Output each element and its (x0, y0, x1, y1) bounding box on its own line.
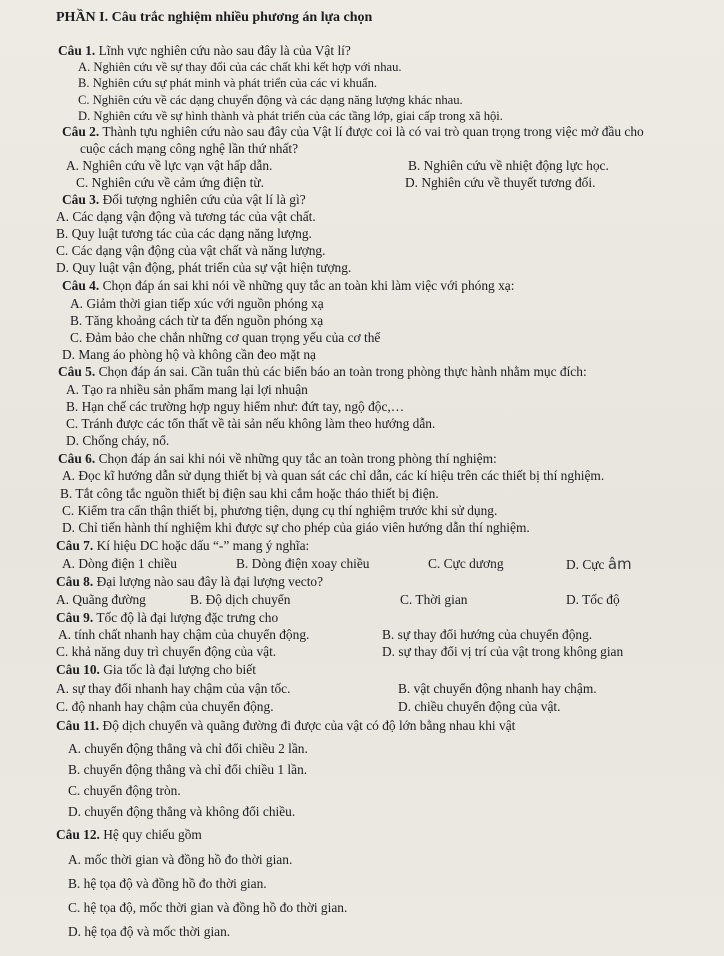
q5-option-a: A. Tạo ra nhiều sản phẩm mang lại lợi nhuận (66, 382, 308, 397)
q11-option-a: A. chuyển động thẳng và chỉ đổi chiều 2 lần. (68, 741, 308, 756)
q4-option-c: C. Đảm bảo che chắn những cơ quan trọng yếu của cơ thể (70, 330, 381, 345)
question-12-label: Câu 12. (56, 827, 100, 842)
q5-option-b: B. Hạn chế các trường hợp nguy hiểm như: đứt tay, ngộ độc,… (66, 399, 405, 414)
q7-option-c: C. Cực dương (428, 556, 504, 571)
q12-option-a: A. mốc thời gian và đồng hồ đo thời gian. (68, 852, 293, 867)
question-4-label: Câu 4. (62, 278, 100, 293)
q1-option-c: C. Nghiên cứu về các dạng chuyển động và các dạng năng lượng khác nhau. (78, 93, 463, 107)
q8-option-a: A. Quãng đường (56, 592, 146, 607)
question-2-text-line1: Thành tựu nghiên cứu nào sau đây của Vật lí được coi là có vai trò quan trọng trong việc mở đầu cho (102, 124, 644, 139)
q11-option-b: B. chuyển động thẳng và chỉ đổi chiều 1 lần. (68, 762, 308, 777)
q11-option-c: C. chuyển động tròn. (68, 783, 181, 798)
question-5-label: Câu 5. (58, 364, 96, 379)
question-6-stem (58, 451, 497, 467)
question-3-text: Đối tượng nghiên cứu của vật lí là gì? (102, 192, 306, 207)
q4-option-d: D. Mang áo phòng hộ và không cần đeo mặt nạ (62, 347, 316, 362)
q9-option-c: C. khả năng duy trì chuyển động của vật. (56, 644, 277, 659)
question-1-stem (58, 43, 351, 59)
section-heading: PHẦN I. Câu trắc nghiệm nhiều phương án lựa chọn (56, 10, 373, 25)
q8-option-c: C. Thời gian (400, 592, 468, 607)
question-8-label: Câu 8. (56, 574, 94, 589)
question-1-label: Câu 1. (58, 43, 96, 58)
question-3-stem (62, 192, 306, 208)
q10-option-c: C. độ nhanh hay chậm của chuyển động. (56, 699, 274, 714)
question-2-text-line2: cuộc cách mạng công nghệ lần thứ nhất? (80, 141, 299, 156)
q7-option-b: B. Dòng điện xoay chiều (236, 556, 370, 571)
q1-option-b: B. Nghiên cứu sự phát minh và phát triển của các vi khuẩn. (78, 76, 378, 90)
question-9-label: Câu 9. (56, 610, 94, 625)
q7-option-d (566, 556, 632, 573)
q12-option-c: C. hệ tọa độ, mốc thời gian và đồng hồ đo thời gian. (68, 900, 348, 915)
question-2-label: Câu 2. (62, 124, 100, 139)
question-1-text: Lĩnh vực nghiên cứu nào sau đây là của Vật lí? (98, 43, 351, 58)
question-11-label: Câu 11. (56, 718, 100, 733)
question-6-text: Chọn đáp án sai khi nói về những quy tắc an toàn trong phòng thí nghiệm: (98, 451, 497, 466)
question-12-stem (56, 827, 202, 843)
q3-option-a: A. Các dạng vận động và tương tác của vật chất. (56, 209, 316, 224)
question-11-text: Độ dịch chuyển và quãng đường đi được của vật có độ lớn bằng nhau khi vật (102, 718, 516, 733)
q2-option-b: B. Nghiên cứu về nhiệt động lực học. (408, 158, 609, 173)
q2-option-c: C. Nghiên cứu về cảm ứng điện từ. (76, 175, 264, 190)
q3-option-d: D. Quy luật vận động, phát triển của sự vật hiện tượng. (56, 260, 352, 275)
q12-option-d: D. hệ tọa độ và mốc thời gian. (68, 924, 231, 939)
q6-option-c: C. Kiểm tra cẩn thận thiết bị, phương tiện, dụng cụ thí nghiệm trước khi sử dụng. (62, 503, 498, 518)
question-6-label: Câu 6. (58, 451, 96, 466)
question-10-label: Câu 10. (56, 662, 100, 677)
q12-option-b: B. hệ tọa độ và đồng hồ đo thời gian. (68, 876, 267, 891)
q4-option-a: A. Giảm thời gian tiếp xúc với nguồn phóng xạ (70, 296, 324, 311)
q3-option-c: C. Các dạng vận động của vật chất và năng lượng. (56, 243, 326, 258)
question-5-text: Chọn đáp án sai. Cần tuân thủ các biển báo an toàn trong phòng thực hành nhằm mục đích: (98, 364, 587, 379)
q2-option-a: A. Nghiên cứu về lực vạn vật hấp dẫn. (66, 158, 273, 173)
question-7-text: Kí hiệu DC hoặc dấu “-” mang ý nghĩa: (96, 538, 310, 553)
question-11-stem (56, 718, 515, 734)
question-3-label: Câu 3. (62, 192, 100, 207)
question-4-stem (62, 278, 514, 294)
q5-option-d: D. Chống cháy, nổ. (66, 433, 170, 448)
q1-option-d: D. Nghiên cứu về sự hình thành và phát triển của các tầng lớp, giai cấp trong xã hội. (78, 109, 503, 123)
question-12-text: Hệ quy chiếu gồm (103, 827, 202, 842)
q10-option-a: A. sự thay đổi nhanh hay chậm của vận tốc. (56, 681, 291, 696)
q8-option-b: B. Độ dịch chuyển (190, 592, 291, 607)
q5-option-c: C. Tránh được các tổn thất về tài sản nếu không làm theo hướng dẫn. (66, 416, 436, 431)
q4-option-b: B. Tăng khoảng cách từ ta đến nguồn phóng xạ (70, 313, 324, 328)
q3-option-b: B. Quy luật tương tác của các dạng năng lượng. (56, 226, 312, 241)
q10-option-d: D. chiều chuyển động của vật. (398, 699, 561, 714)
q1-option-a: A. Nghiên cứu về sự thay đổi của các chất khi kết hợp với nhau. (78, 60, 402, 74)
q2-option-d: D. Nghiên cứu về thuyết tương đối. (405, 175, 596, 190)
q6-option-a: A. Đọc kĩ hướng dẫn sử dụng thiết bị và quan sát các chỉ dẫn, các kí hiệu trên các thiết bị thí nghiệm. (62, 468, 605, 483)
q8-option-d: D. Tốc độ (566, 592, 620, 607)
q7-option-a: A. Dòng điện 1 chiều (62, 556, 177, 571)
question-4-text: Chọn đáp án sai khi nói về những quy tắc an toàn khi làm việc với phóng xạ: (102, 278, 515, 293)
question-9-stem (56, 610, 278, 626)
question-9-text: Tốc độ là đại lượng đặc trưng cho (96, 610, 279, 625)
question-8-text: Đại lượng nào sau đây là đại lượng vecto? (96, 574, 324, 589)
question-7-stem (56, 538, 309, 554)
question-5-stem (58, 364, 587, 380)
q7-handwritten-answer: âm (607, 555, 632, 573)
q6-option-b: B. Tắt công tắc nguồn thiết bị điện sau khi cắm hoặc tháo thiết bị điện. (60, 486, 439, 501)
question-10-stem (56, 662, 256, 678)
q7-option-d-text: D. Cực (566, 557, 605, 572)
question-7-label: Câu 7. (56, 538, 94, 553)
q9-option-d: D. sự thay đổi vị trí của vật trong không gian (382, 644, 624, 659)
q11-option-d: D. chuyển động thẳng và không đổi chiều. (68, 804, 296, 819)
question-2-stem (62, 124, 644, 140)
q9-option-b: B. sự thay đổi hướng của chuyển động. (382, 627, 593, 642)
q6-option-d: D. Chỉ tiến hành thí nghiệm khi được sự cho phép của giáo viên hướng dẫn thí nghiệm. (62, 520, 530, 535)
question-8-stem (56, 574, 323, 590)
q9-option-a: A. tính chất nhanh hay chậm của chuyển động. (58, 627, 310, 642)
question-10-text: Gia tốc là đại lượng cho biết (103, 662, 256, 677)
q10-option-b: B. vật chuyển động nhanh hay chậm. (398, 681, 597, 696)
